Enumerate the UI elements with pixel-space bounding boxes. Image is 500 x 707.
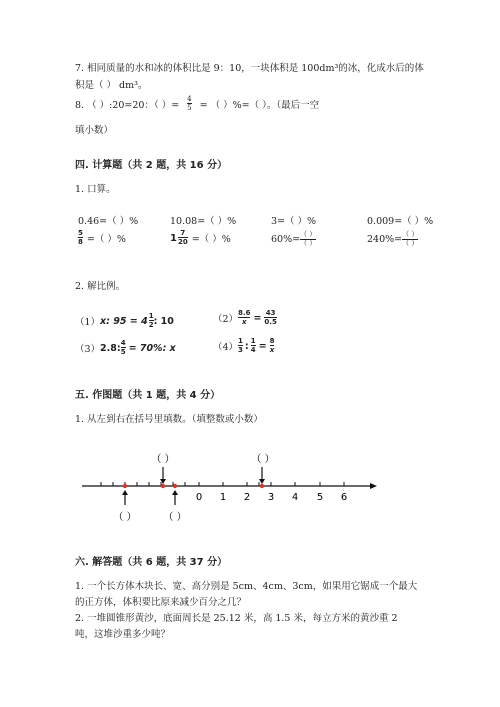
ratio-p4-frac2 bbox=[251, 338, 256, 354]
word-q1-line1: 1. 一个长方体木块长、宽、高分别是 5cm、4cm、3cm，如果用它锯成一个最大 bbox=[75, 581, 418, 592]
oral-r2-b-den: 20 bbox=[177, 238, 188, 246]
blank-top-2: （ ） bbox=[251, 454, 275, 465]
ratio-p4-f1-den: 3 bbox=[238, 346, 243, 354]
oral-r2-b bbox=[170, 230, 231, 246]
ratio-p4-f3-den: x bbox=[269, 346, 275, 354]
down-arrow-icon bbox=[259, 467, 265, 484]
oral-r1-a: 0.46=（ ）% bbox=[78, 216, 139, 227]
oral-r2-d-pre: 240%= bbox=[367, 233, 403, 245]
ratio-p1-frac-num: 1 bbox=[148, 312, 154, 320]
oral-r2-b-frac bbox=[178, 230, 188, 246]
q8-line2: 填小数） bbox=[75, 125, 114, 136]
point-b bbox=[161, 484, 165, 488]
ratio-p2-num: （2） bbox=[213, 314, 239, 325]
tick-label-3: 3 bbox=[267, 492, 275, 503]
number-line-diagram bbox=[0, 445, 500, 535]
ratio-p4-f3-num: 8 bbox=[269, 337, 275, 345]
oral-r2-d bbox=[367, 231, 418, 247]
ratio-p4-f2-num: 1 bbox=[250, 337, 256, 345]
oral-r2-b-num: 7 bbox=[180, 229, 186, 237]
ratio-p2-f1-den: x bbox=[238, 317, 250, 326]
q8-line1 bbox=[75, 96, 319, 112]
q8-part2: = （ ）%=（ ）。（最后一空 bbox=[199, 100, 320, 111]
ratio-p3-num: （3） bbox=[75, 344, 101, 355]
tick-label-6: 6 bbox=[340, 492, 348, 503]
point-d bbox=[260, 484, 264, 488]
oral-r2-c-pre: 60%= bbox=[271, 233, 301, 245]
section4-title: 四. 计算题（共 2 题，共 16 分） bbox=[75, 160, 228, 171]
ratio-p1-tail: : 10 bbox=[153, 315, 174, 327]
blank-bottom-2: （ ） bbox=[163, 512, 187, 523]
ratio-p4-frac3 bbox=[270, 338, 275, 354]
up-arrow-icon bbox=[122, 490, 128, 505]
q8-frac-denominator: 5 bbox=[187, 104, 192, 112]
word-q1-line2: 的正方体，体积要比原来减少百分之几？ bbox=[75, 597, 247, 608]
ratio-p3-tail: = 70%: x bbox=[128, 342, 176, 354]
blank-top-1: （ ） bbox=[151, 454, 175, 465]
point-c bbox=[173, 484, 177, 488]
ratio-p3-frac-den: 5 bbox=[120, 348, 126, 356]
oral-r2-d-fraction bbox=[402, 231, 418, 247]
section5-title: 五. 作图题（共 1 题，共 4 分） bbox=[75, 390, 221, 401]
point-a bbox=[123, 484, 127, 488]
word-q2-line1: 2. 一堆圆锥形黄沙，底面周长是 25.12 米，高 1.5 米，每立方米的黄沙重 2 bbox=[75, 613, 398, 624]
tick-label-2: 2 bbox=[243, 492, 251, 503]
axis-arrowhead-icon bbox=[370, 483, 377, 489]
oral-r2-a-num: 5 bbox=[78, 229, 83, 237]
oral-r2-a-den: 8 bbox=[78, 238, 83, 246]
q7-line2: 积是（ ） dm³。 bbox=[75, 80, 148, 91]
oral-r2-c-bot: （ ） bbox=[300, 239, 317, 247]
blank-bottom-1: （ ） bbox=[113, 512, 137, 523]
q8-part1: 8. （ ）:20=20：（ ）= bbox=[75, 100, 180, 111]
oral-r2-d-bot: （ ） bbox=[402, 239, 419, 247]
oral-r1-d: 0.009=（ ）% bbox=[367, 216, 434, 227]
ratio-problem-4 bbox=[213, 338, 274, 354]
oral-r2-c bbox=[271, 231, 316, 247]
section6-title: 六. 解答题（共 6 题，共 37 分） bbox=[75, 557, 228, 568]
ratio-p4-f2-den: 4 bbox=[250, 346, 256, 354]
ratio-p1-text: x: 95 = 4 bbox=[100, 315, 148, 327]
ratio-p3-frac bbox=[121, 340, 126, 356]
oral-r1-c: 3=（ ）% bbox=[271, 216, 317, 227]
up-arrow-icon bbox=[172, 490, 178, 505]
oral-r2-a bbox=[78, 230, 126, 246]
oral-r2-b-rest: =（ ）% bbox=[191, 234, 231, 245]
ratio-problem-3 bbox=[75, 340, 176, 356]
tick-label-4: 4 bbox=[291, 492, 299, 503]
ratio-p4-num: （4） bbox=[213, 342, 239, 353]
ratio-p3-pre: 2.8: bbox=[100, 342, 121, 354]
down-arrow-icon bbox=[160, 467, 166, 484]
oral-r1-b: 10.08=（ ）% bbox=[170, 216, 237, 227]
ratio-p4-colon: : bbox=[244, 340, 249, 352]
q8-fraction bbox=[187, 96, 191, 112]
q7-line1: 7. 相同质量的水和冰的体积比是 9：10，一块体积是 100dm³的冰，化成水后的体 bbox=[75, 63, 424, 74]
ratio-p2-f2-den: 0.5 bbox=[264, 318, 277, 326]
oral-r2-a-frac bbox=[78, 230, 83, 246]
oral-r2-a-rest: =（ ）% bbox=[86, 234, 126, 245]
word-q2-line2: 吨，这堆沙重多少吨？ bbox=[75, 629, 171, 640]
ratio-p2-eq: = bbox=[253, 312, 262, 324]
oral-r2-c-fraction bbox=[300, 231, 316, 247]
ratio-p1-num: （1） bbox=[75, 317, 101, 328]
ratio-problem-1 bbox=[75, 313, 174, 329]
tick-label-5: 5 bbox=[316, 492, 324, 503]
ratio-problem-2 bbox=[213, 310, 277, 326]
tick-label-0: 0 bbox=[195, 492, 203, 503]
ratio-label: 2. 解比例。 bbox=[75, 281, 126, 292]
ratio-p4-eq: = bbox=[258, 340, 267, 352]
ratio-p2-f2-num: 43 bbox=[265, 309, 276, 317]
oral-r2-c-top: （ ） bbox=[300, 230, 317, 238]
oral-r2-d-top: （ ） bbox=[402, 230, 419, 238]
q8-frac-numerator: 4 bbox=[187, 95, 192, 103]
ratio-p1-frac-den: 2 bbox=[148, 321, 154, 329]
oral-r2-b-whole: 1 bbox=[170, 232, 177, 244]
tick-label-1: 1 bbox=[219, 492, 227, 503]
ratio-p2-frac2 bbox=[264, 310, 276, 326]
oral-label: 1. 口算。 bbox=[75, 184, 116, 195]
ratio-p3-frac-num: 4 bbox=[120, 339, 126, 347]
ratio-p2-f1-num: 8.6 bbox=[238, 309, 251, 317]
numberline-label: 1. 从左到右在括号里填数。（填整数或小数） bbox=[75, 414, 263, 425]
ratio-p4-frac1 bbox=[238, 338, 243, 354]
ratio-p2-frac1 bbox=[238, 310, 250, 326]
ratio-p4-f1-num: 1 bbox=[238, 337, 243, 345]
